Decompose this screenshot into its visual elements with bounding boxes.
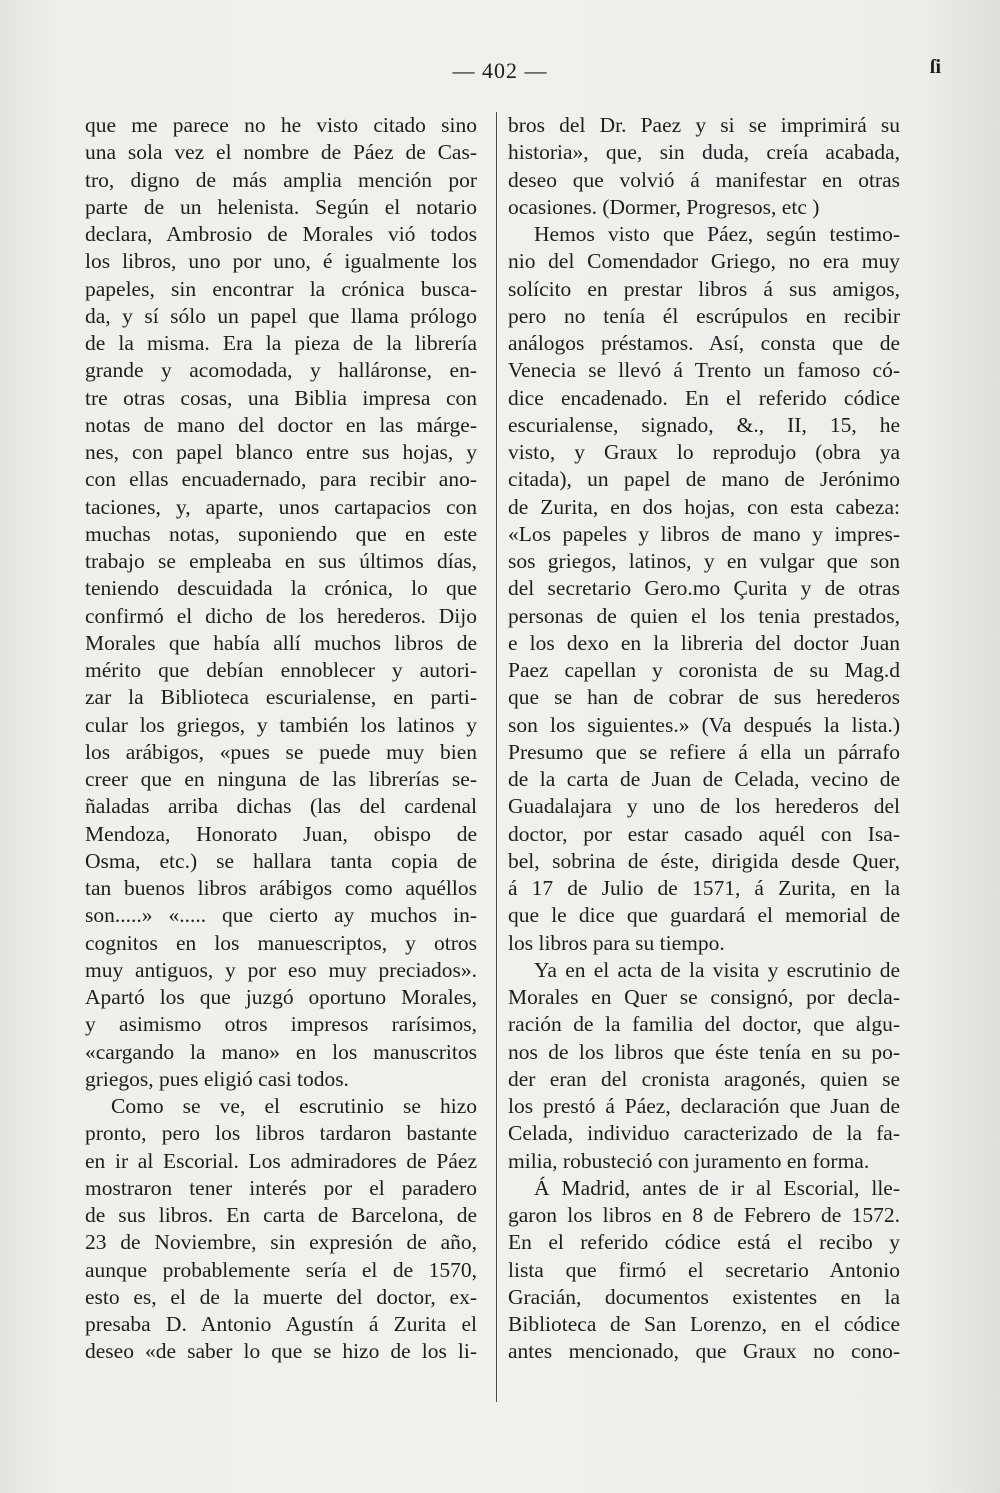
- text-line: son los siguientes.» (Va después la lista.): [508, 712, 900, 737]
- text-line: cular los griegos, y también los latinos y: [85, 712, 477, 737]
- text-line: mérito que debían ennoblecer y autori-: [85, 658, 477, 682]
- text-line: Como se ve, el escrutinio se hizo: [111, 1094, 477, 1118]
- text-line: Mendoza, Honorato Juan, obispo de: [85, 821, 477, 846]
- text-line: aunque probablemente sería el de 1570,: [85, 1257, 477, 1282]
- text-line: con ellas encuadernado, para recibir ano-: [85, 467, 477, 492]
- text-line: ración de la familia del doctor, que algu-: [508, 1012, 900, 1037]
- text-line: lista que firmó el secretario Antonio: [508, 1257, 900, 1282]
- text-line: deseo que volvió á manifestar en otras: [508, 167, 900, 192]
- text-line: presaba D. Antonio Agustín á Zurita el: [85, 1312, 477, 1336]
- text-line: grande y acomodada, y halláronse, en-: [85, 358, 477, 383]
- text-line: der eran del cronista aragonés, quien se: [508, 1066, 900, 1091]
- text-line: 23 de Noviembre, sin expresión de año,: [85, 1230, 477, 1255]
- text-line: de la carta de Juan de Celada, vecino de: [508, 767, 900, 791]
- text-line: bel, sobrina de éste, dirigida desde Quer,: [508, 848, 900, 873]
- text-line: Venecia se llevó á Trento un famoso có-: [508, 358, 900, 383]
- text-line: los arábigos, «pues se puede muy bien: [85, 739, 477, 764]
- text-line: Guadalajara y uno de los herederos del: [508, 794, 900, 819]
- text-line: zar la Biblioteca escurialense, en parti-: [85, 685, 477, 710]
- text-line: tan buenos libros arábigos como aquéllos: [85, 876, 477, 900]
- text-line: Apartó los que juzgó oportuno Morales,: [85, 985, 477, 1009]
- text-line: Gracián, documentos existentes en la: [508, 1284, 900, 1309]
- text-line: escurialense, signado, &., II, 15, he: [508, 412, 900, 437]
- text-line: Hemos visto que Páez, según testimo-: [534, 222, 900, 246]
- text-line: garon los libros en 8 de Febrero de 1572.: [508, 1203, 900, 1227]
- text-line: Osma, etc.) se hallara tanta copia de: [85, 848, 477, 873]
- text-line: ñaladas arriba dichas (las del cardenal: [85, 794, 477, 819]
- text-line: deseo «de saber lo que se hizo de los li-: [85, 1339, 477, 1364]
- text-line: creer que en ninguna de las librerías se-: [85, 767, 477, 791]
- text-line: e los dexo en la libreria del doctor Juan: [508, 630, 900, 655]
- text-line: Biblioteca de San Lorenzo, en el códice: [508, 1312, 900, 1336]
- text-line: «Los papeles y libros de mano y impres-: [508, 521, 900, 546]
- text-line: Paez capellan y coronista de su Mag.d: [508, 658, 900, 682]
- text-line: taciones, y, aparte, unos cartapacios con: [85, 494, 477, 519]
- text-line: de Zurita, en dos hojas, con esta cabeza:: [508, 494, 900, 519]
- text-line: nos de los libros que éste tenía en su po-: [508, 1039, 900, 1064]
- text-line: En el referido códice está el recibo y: [508, 1230, 900, 1255]
- text-line: milia, robusteció con juramento en forma.: [508, 1148, 870, 1173]
- text-line: da, y sí sólo un papel que llama prólogo: [85, 303, 477, 328]
- text-line: confirmó el dicho de los herederos. Dijo: [85, 603, 477, 628]
- text-line: una sola vez el nombre de Páez de Cas-: [85, 140, 477, 165]
- text-line: los libros, uno por uno, é igualmente los: [85, 249, 477, 274]
- text-line: nes, con papel blanco entre sus hojas, y: [85, 440, 477, 464]
- text-line: de sus libros. En carta de Barcelona, de: [85, 1203, 477, 1227]
- text-line: son.....» «..... que cierto ay muchos in-: [85, 903, 477, 928]
- text-line: muy antiguos, y por eso muy preciados».: [85, 957, 477, 982]
- right-column: [508, 112, 900, 1366]
- text-line: historia», que, sin duda, creía acabada,: [508, 140, 900, 165]
- text-line: teniendo descuidada la crónica, lo que: [85, 576, 477, 601]
- text-line: análogos préstamos. Así, consta que de: [508, 331, 900, 355]
- left-column: [85, 112, 477, 1366]
- text-line: pronto, pero los libros tardaron bastante: [85, 1121, 477, 1146]
- text-line: nio del Comendador Griego, no era muy: [508, 249, 900, 274]
- text-line: muchas notas, suponiendo que en este: [85, 521, 477, 546]
- text-line: tre otras cosas, una Biblia impresa con: [85, 385, 477, 410]
- text-line: sos griegos, latinos, y en vulgar que son: [508, 549, 900, 573]
- text-line: Morales que había allí muchos libros de: [85, 630, 477, 655]
- text-line: esto es, el de la muerte del doctor, ex-: [85, 1284, 477, 1309]
- text-line: tro, digno de más amplia mención por: [85, 167, 477, 192]
- text-line: y asimismo otros impresos rarísimos,: [85, 1012, 477, 1037]
- text-line: doctor, por estar casado aquél con Isa-: [508, 821, 900, 846]
- text-line: dice encadenado. En el referido códice: [508, 385, 900, 410]
- corner-mark: ſi: [930, 56, 942, 78]
- text-line: Morales en Quer se consignó, por decla-: [508, 985, 900, 1009]
- text-line: declara, Ambrosio de Morales vió todos: [85, 222, 477, 246]
- text-line: papeles, sin encontrar la crónica busca-: [85, 276, 477, 301]
- text-line: ocasiones. (Dormer, Progresos, etc ): [508, 194, 820, 219]
- text-line: que se han de cobrar de sus herederos: [508, 685, 900, 710]
- text-line: que me parece no he visto citado sino: [85, 113, 477, 137]
- text-line: «cargando la mano» en los manuscritos: [85, 1039, 477, 1064]
- text-line: trabajo se empleaba en sus últimos días,: [85, 549, 477, 573]
- text-line: parte de un helenista. Según el notario: [85, 194, 477, 219]
- text-line: cognitos en los manuescriptos, y otros: [85, 930, 477, 955]
- text-line: Ya en el acta de la visita y escrutinio de: [534, 957, 900, 982]
- text-line: Celada, individuo caracterizado de la fa-: [508, 1121, 900, 1146]
- text-line: antes mencionado, que Graux no cono-: [508, 1339, 900, 1364]
- text-line: de la misma. Era la pieza de la librería: [85, 331, 477, 355]
- text-line: visto, y Graux lo reprodujo (obra ya: [508, 440, 900, 464]
- text-line: pero no tenía él escrúpulos en recibir: [508, 303, 900, 328]
- text-line: mostraron tener interés por el paradero: [85, 1175, 477, 1200]
- text-line: citada), un papel de mano de Jerónimo: [508, 467, 900, 492]
- text-line: en ir al Escorial. Los admiradores de Páez: [85, 1148, 477, 1173]
- text-line: solícito en prestar libros á sus amigos,: [508, 276, 900, 301]
- text-line: á 17 de Julio de 1571, á Zurita, en la: [508, 876, 900, 900]
- text-line: los libros para su tiempo.: [508, 930, 725, 955]
- text-line: Presumo que se refiere á ella un párrafo: [508, 739, 900, 764]
- column-divider: [496, 112, 497, 1402]
- text-line: Á Madrid, antes de ir al Escorial, lle-: [534, 1175, 900, 1200]
- text-line: los prestó á Páez, declaración que Juan de: [508, 1094, 900, 1118]
- text-line: bros del Dr. Paez y si se imprimirá su: [508, 113, 900, 137]
- page-number: — 402 —: [452, 58, 548, 83]
- text-line: griegos, pues eligió casi todos.: [85, 1066, 349, 1091]
- text-line: del secretario Gero.mo Çurita y de otras: [508, 576, 900, 601]
- text-line: notas de mano del doctor en las márge-: [85, 412, 477, 437]
- text-line: personas de quien el los tenia prestados,: [508, 603, 900, 628]
- text-line: que le dice que guardará el memorial de: [508, 903, 900, 928]
